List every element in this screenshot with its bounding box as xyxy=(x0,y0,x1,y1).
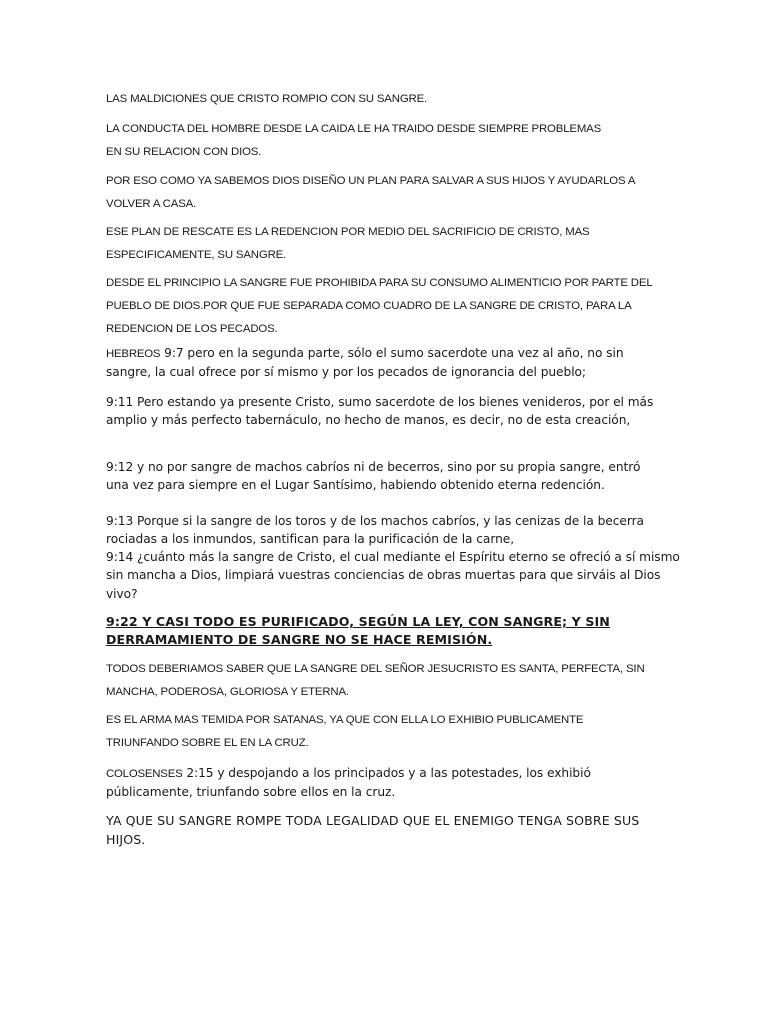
verse-hebreos-9-13: 9:13 Porque si la sangre de los toros y de los machos cabríos, y las cenizas de la becerra rociadas a los inmundos, santifican para la purificación de la carne, xyxy=(106,514,644,547)
paragraph-conduct: LA CONDUCTA DEL HOMBRE DESDE LA CAIDA LE HA TRAIDO DESDE SIEMPRE PROBLEMAS EN SU RELACION CON DIOS. xyxy=(106,123,602,158)
verse-text: 2:15 y despojando a los principados y a las potestades, los exhibió públicamente, triunfando sobre ellos en la cruz. xyxy=(106,766,591,800)
verse-hebreos-9-14: 9:14 ¿cuánto más la sangre de Cristo, el cual mediante el Espíritu eterno se ofreció a sí mismo sin mancha a Dios, limpiará vuestras conciencias de obras muertas para que sirváis al Dios vivo? xyxy=(106,550,680,601)
paragraph-plan: POR ESO COMO YA SABEMOS DIOS DISEÑO UN PLAN PARA SALVAR A SUS HIJOS Y AYUDARLOS A VOLVER A CASA. xyxy=(106,175,635,210)
verse-reference-hebreos: HEBREOS xyxy=(106,348,161,360)
verse-hebreos-9-7 xyxy=(106,344,671,382)
verse-colosenses-2-15 xyxy=(106,764,636,802)
paragraph-rescue: ESE PLAN DE RESCATE ES LA REDENCION POR MEDIO DEL SACRIFICIO DE CRISTO, MAS ESPECIFICAMENTE, SU SANGRE. xyxy=(106,226,590,261)
paragraph-blood-prohibited: DESDE EL PRINCIPIO LA SANGRE FUE PROHIBIDA PARA SU CONSUMO ALIMENTICIO POR PARTE DEL PUEBLO DE DIOS.POR QUE FUE SEPARADA COMO CUADRO DE LA SANGRE DE CRISTO, PARA LA REDENCION DE LOS PECADOS. xyxy=(106,277,653,335)
verse-reference-colosenses: COLOSENSES xyxy=(106,768,183,780)
verse-text: 9:7 pero en la segunda parte, sólo el sumo sacerdote una vez al año, no sin sangre, la cual ofrece por sí mismo y por los pecados de ignorancia del pueblo; xyxy=(106,346,624,380)
verse-hebreos-9-12: 9:12 y no por sangre de machos cabríos ni de becerros, sino por su propia sangre, entró una vez para siempre en el Lugar Santísimo, habiendo obtenido eterna redención. xyxy=(106,460,641,493)
document-title: LAS MALDICIONES QUE CRISTO ROMPIO CON SU SANGRE. xyxy=(106,93,428,105)
paragraph-weapon: ES EL ARMA MAS TEMIDA POR SATANAS, YA QUE CON ELLA LO EXHIBIO PUBLICAMENTE TRIUNFANDO SOBRE EL EN LA CRUZ. xyxy=(106,714,584,749)
paragraph-holy-blood: TODOS DEBERIAMOS SABER QUE LA SANGRE DEL SEÑOR JESUCRISTO ES SANTA, PERFECTA, SIN MANCHA, PODEROSA, GLORIOSA Y ETERNA. xyxy=(106,663,645,698)
verse-hebreos-9-11: 9:11 Pero estando ya presente Cristo, sumo sacerdote de los bienes venideros, por el más amplio y más perfecto tabernáculo, no hecho de manos, es decir, no de esta creación, xyxy=(106,395,654,428)
heading-hebreos-9-22: 9:22 Y CASI TODO ES PURIFICADO, SEGÚN LA LEY, CON SANGRE; Y SIN DERRAMAMIENTO DE SANGRE NO SE HACE REMISIÓN. xyxy=(106,614,610,647)
paragraph-final: YA QUE SU SANGRE ROMPE TODA LEGALIDAD QUE EL ENEMIGO TENGA SOBRE SUS HIJOS. xyxy=(106,813,640,847)
